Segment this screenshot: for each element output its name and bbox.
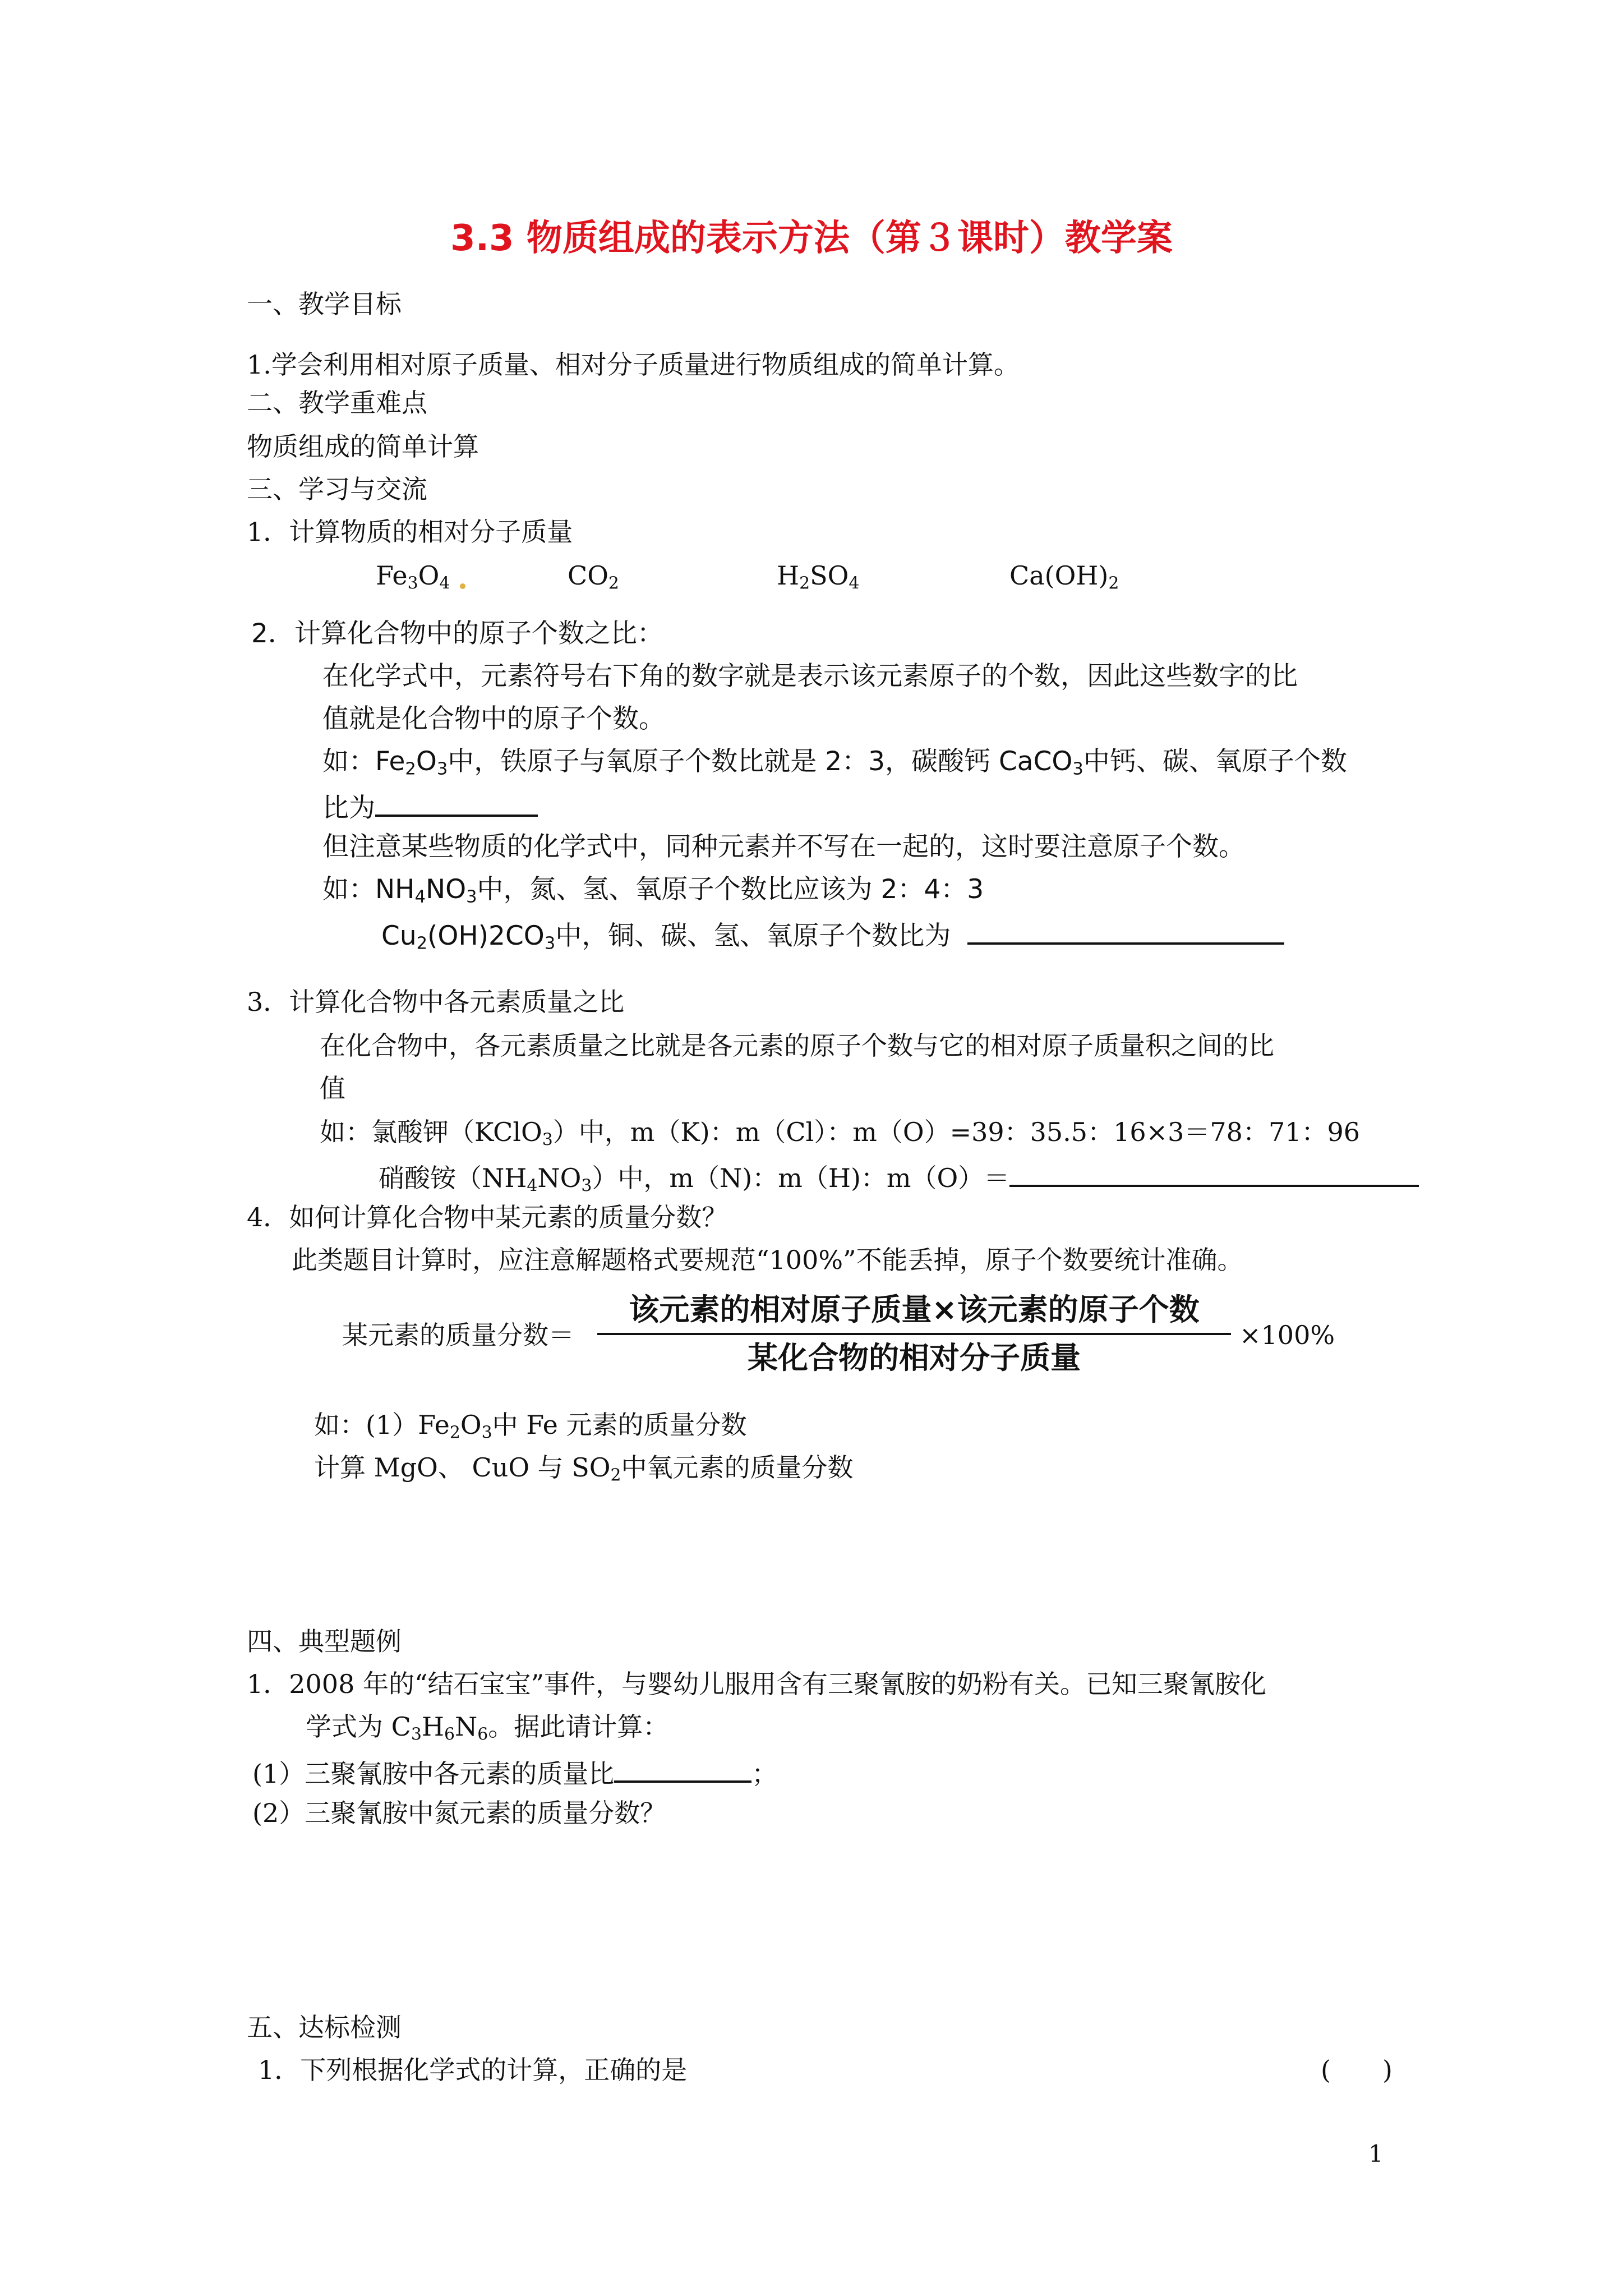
formula-fe3o4: $Fe_3O_4$: [376, 560, 450, 593]
example-1-para-2: 学式为 $C_3H_6N_6$。据此请计算：: [306, 1711, 669, 1745]
section-2-text: 物质组成的简单计算: [247, 431, 479, 462]
test-question-1: 1．下列根据化学式的计算，正确的是: [258, 2055, 688, 2085]
formula-left: 某元素的质量分数＝: [342, 1320, 574, 1350]
formula-denominator: 某化合物的相对分子质量: [748, 1340, 1081, 1375]
mass-fraction-formula: [597, 1290, 1231, 1378]
formula-h2so4: $H_2SO_4$: [777, 560, 860, 593]
question-3-example-1: 如：氯酸钾（KClO$_3$）中，m（K)：m（Cl）：m（O）=39：35.5：16×3＝78：71：96: [320, 1117, 1361, 1150]
question-1: 1．计算物质的相对分子质量: [247, 517, 573, 547]
page-number: 1: [1368, 2140, 1384, 2168]
question-3-para-2: 值: [320, 1073, 345, 1103]
question-2-answer-line: 比为: [322, 788, 538, 825]
question-4-example-1: 如：$(1)Fe_2O_3$中 Fe 元素的质量分数: [314, 1410, 747, 1443]
question-4-example-2: 计算 MgO、 CuO 与 $SO_2$中氧元素的质量分数: [314, 1452, 854, 1485]
question-2-para-1: 在化学式中，元素符号右下角的数字就是表示该元素原子的个数，因此这些数字的比: [322, 661, 1298, 692]
question-4-heading: 4．如何计算化合物中某元素的质量分数？: [247, 1202, 728, 1232]
scan-speck: [460, 583, 465, 589]
section-4-heading: 四、典型题例: [247, 1626, 402, 1657]
example-1-sub-2: (2）三聚氰胺中氮元素的质量分数？: [252, 1798, 666, 1828]
question-2-example-2: 如：$NH_4NO_3$中，氮、氢、氧原子个数比应该为 2：4：3: [322, 874, 984, 907]
section-3-heading: 三、学习与交流: [247, 474, 427, 504]
answer-parentheses[interactable]: ( ): [1321, 2055, 1393, 2085]
question-4-para: 此类题目计算时，应注意解题格式要规范“100%”不能丢掉，原子个数要统计准确。: [292, 1245, 1243, 1275]
example-1-para-1: 1．2008 年的“结石宝宝”事件，与婴幼儿服用含有三聚氰胺的奶粉有关。已知三聚氰胺化: [247, 1669, 1266, 1699]
section-2-heading: 二、教学重难点: [247, 388, 427, 418]
question-3-heading: 3．计算化合物中各元素质量之比: [247, 987, 625, 1017]
section-1-item: 1.学会利用相对原子质量、相对分子质量进行物质组成的简单计算。: [247, 349, 1020, 380]
question-3-para-1: 在化合物中，各元素质量之比就是各元素的原子个数与它的相对原子质量积之间的比: [320, 1030, 1274, 1061]
section-1-heading: 一、教学目标: [247, 289, 402, 319]
answer-blank[interactable]: [614, 1754, 751, 1783]
formula-caoh2: $Ca(OH)_2$: [1009, 560, 1119, 593]
answer-blank[interactable]: [1009, 1158, 1419, 1187]
formula-co2: $CO_2$: [568, 560, 619, 593]
formula-numerator: 该元素的相对原子质量×该元素的原子个数: [629, 1292, 1200, 1327]
question-2-heading: 2．计算化合物中的原子个数之比：: [251, 618, 663, 649]
formula-right: ×100%: [1239, 1320, 1335, 1350]
example-1-sub-1: (1）三聚氰胺中各元素的质量比 ；: [252, 1754, 777, 1791]
question-2-example-1: 如：$Fe_2O_3$中，铁原子与氧原子个数比就是 2：3，碳酸钙 CaCO$_3$中钙、碳、氧原子个数: [322, 746, 1347, 779]
page-title: 3.3 物质组成的表示方法（第３课时）教学案: [450, 218, 1173, 259]
question-2-para-2: 值就是化合物中的原子个数。: [322, 703, 665, 734]
question-2-para-3: 但注意某些物质的化学式中，同种元素并不写在一起的，这时要注意原子个数。: [322, 831, 1245, 862]
answer-blank[interactable]: [967, 915, 1284, 945]
fraction-bar: [597, 1333, 1231, 1335]
question-2-example-3: $Cu_2(OH)2CO_3$中，铜、碳、氢、氧原子个数比为: [381, 915, 1284, 961]
answer-blank[interactable]: [375, 788, 538, 817]
question-3-example-2: 硝酸铵$(NH_4NO_3)$中，m（N)：m（H)：m（O）＝: [379, 1158, 1419, 1203]
section-5-heading: 五、达标检测: [247, 2012, 402, 2042]
